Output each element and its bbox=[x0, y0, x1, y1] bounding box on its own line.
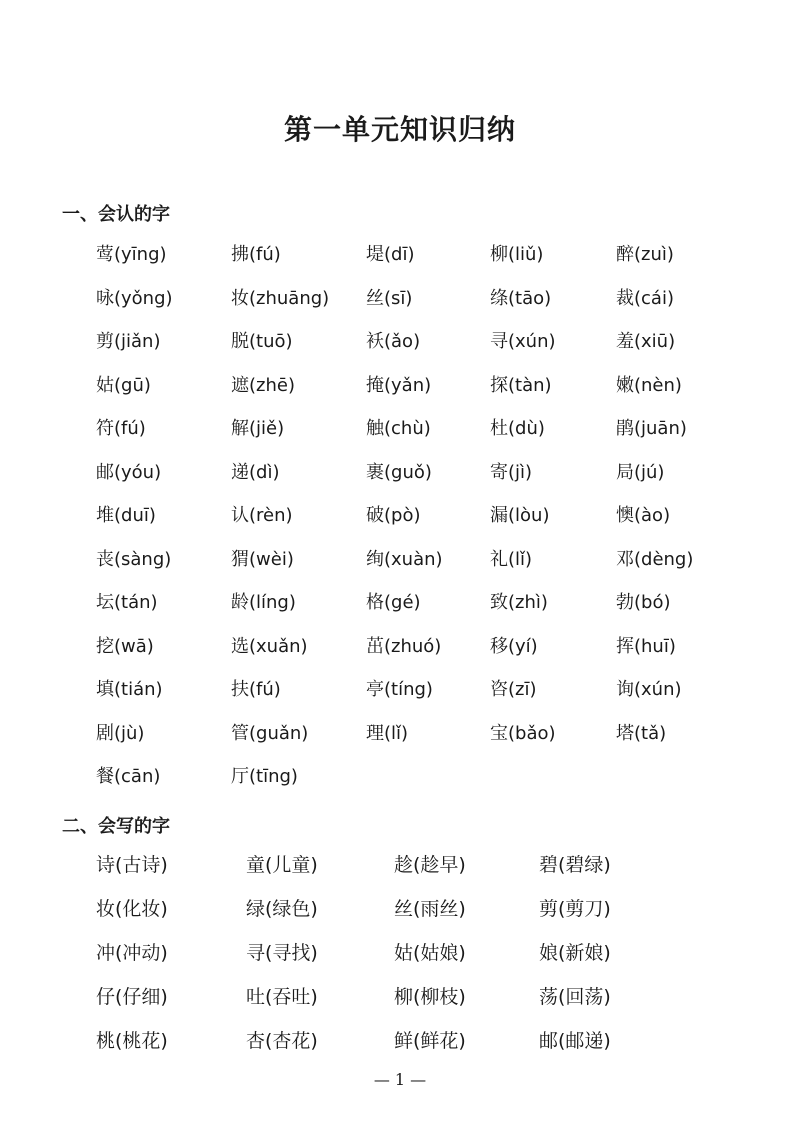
recognize-char-item: 遮(zhē) bbox=[231, 374, 295, 396]
write-char-item: 妆(化妆) bbox=[96, 898, 168, 920]
recognize-char-item: 格(gé) bbox=[366, 592, 421, 613]
recognize-char-item: 挖(wā) bbox=[96, 635, 154, 657]
recognize-char-item: 掩(yǎn) bbox=[366, 374, 432, 396]
recognize-char-item: 致(zhì) bbox=[490, 592, 548, 613]
recognize-char-item: 袄(ǎo) bbox=[366, 331, 421, 352]
recognize-char-item: 绦(tāo) bbox=[490, 287, 552, 309]
recognize-char-item: 剧(jù) bbox=[96, 722, 145, 744]
recognize-char-item: 挥(huī) bbox=[616, 635, 676, 657]
write-char-item: 鲜(鲜花) bbox=[394, 1030, 466, 1052]
recognize-char-item: 剪(jiǎn) bbox=[96, 331, 161, 352]
write-char-item: 冲(冲动) bbox=[96, 942, 168, 964]
write-char-item: 姑(姑娘) bbox=[394, 942, 466, 964]
recognize-char-item: 管(guǎn) bbox=[231, 722, 309, 744]
write-char-grid bbox=[96, 850, 679, 1070]
recognize-char-item: 亭(tíng) bbox=[366, 679, 433, 700]
recognize-char-item: 选(xuǎn) bbox=[231, 635, 308, 657]
recognize-char-item: 妆(zhuāng) bbox=[231, 287, 330, 309]
recognize-char-item: 寄(jì) bbox=[490, 461, 533, 483]
recognize-char-item: 递(dì) bbox=[231, 461, 280, 483]
recognize-char-item: 破(pò) bbox=[366, 505, 421, 526]
recognize-char-item: 移(yí) bbox=[490, 635, 538, 657]
page-number: — 1 — bbox=[373, 1070, 427, 1089]
recognize-char-item: 醉(zuì) bbox=[616, 244, 674, 265]
recognize-char-item: 邓(dèng) bbox=[616, 548, 694, 570]
recognize-char-item: 鹃(juān) bbox=[616, 418, 687, 439]
write-char-item: 绿(绿色) bbox=[246, 898, 318, 920]
recognize-char-item: 龄(líng) bbox=[231, 592, 296, 613]
recognize-char-item: 塔(tǎ) bbox=[616, 722, 667, 744]
recognize-char-item: 丧(sàng) bbox=[96, 548, 172, 570]
write-char-item: 杏(杏花) bbox=[246, 1030, 318, 1052]
recognize-char-item: 绚(xuàn) bbox=[366, 548, 443, 570]
recognize-char-item: 局(jú) bbox=[616, 461, 665, 483]
recognize-char-item: 厅(tīng) bbox=[231, 766, 298, 787]
write-char-item: 丝(雨丝) bbox=[394, 898, 466, 920]
recognize-char-item: 宝(bǎo) bbox=[490, 722, 556, 744]
recognize-char-item: 勃(bó) bbox=[616, 592, 671, 613]
recognize-char-item: 咏(yǒng) bbox=[96, 287, 173, 309]
recognize-char-item: 触(chù) bbox=[366, 418, 431, 439]
recognize-char-item: 丝(sī) bbox=[366, 287, 413, 309]
write-char-item: 娘(新娘) bbox=[539, 942, 611, 964]
recognize-char-grid bbox=[96, 240, 736, 806]
recognize-char-item: 礼(lǐ) bbox=[490, 548, 533, 570]
write-char-item: 吐(吞吐) bbox=[246, 986, 318, 1008]
write-char-item: 荡(回荡) bbox=[539, 986, 611, 1008]
write-char-item: 童(儿童) bbox=[246, 854, 318, 876]
section-heading-recognize: 一、会认的字 bbox=[62, 204, 170, 225]
recognize-char-item: 脱(tuō) bbox=[231, 331, 293, 352]
recognize-char-item: 咨(zī) bbox=[490, 679, 537, 700]
write-char-item: 桃(桃花) bbox=[96, 1030, 168, 1052]
recognize-char-item: 理(lǐ) bbox=[366, 722, 409, 744]
recognize-char-item: 裹(guǒ) bbox=[366, 461, 432, 483]
recognize-char-item: 堆(duī) bbox=[96, 505, 156, 526]
recognize-char-item: 堤(dī) bbox=[366, 244, 415, 265]
recognize-char-item: 拂(fú) bbox=[231, 244, 281, 265]
recognize-char-item: 嫩(nèn) bbox=[616, 374, 682, 396]
write-char-item: 诗(古诗) bbox=[96, 854, 168, 876]
write-char-item: 趁(趁早) bbox=[394, 854, 466, 876]
write-char-item: 碧(碧绿) bbox=[539, 854, 611, 876]
recognize-char-item: 邮(yóu) bbox=[96, 461, 162, 483]
recognize-char-item: 填(tián) bbox=[96, 679, 163, 700]
recognize-char-item: 寻(xún) bbox=[490, 331, 556, 352]
write-char-item: 寻(寻找) bbox=[246, 942, 318, 964]
write-char-item: 剪(剪刀) bbox=[539, 898, 611, 920]
recognize-char-item: 坛(tán) bbox=[96, 592, 158, 613]
section-heading-write: 二、会写的字 bbox=[62, 816, 170, 837]
recognize-char-item: 扶(fú) bbox=[231, 679, 281, 700]
write-char-item: 柳(柳枝) bbox=[394, 986, 466, 1008]
recognize-char-item: 解(jiě) bbox=[231, 418, 285, 439]
recognize-char-item: 询(xún) bbox=[616, 679, 682, 700]
recognize-char-item: 姑(gū) bbox=[96, 374, 151, 396]
recognize-char-item: 认(rèn) bbox=[231, 505, 293, 526]
recognize-char-item: 懊(ào) bbox=[616, 505, 671, 526]
recognize-char-item: 探(tàn) bbox=[490, 374, 552, 396]
recognize-char-item: 餐(cān) bbox=[96, 766, 161, 787]
recognize-char-item: 漏(lòu) bbox=[490, 505, 550, 526]
recognize-char-item: 猬(wèi) bbox=[231, 548, 294, 570]
recognize-char-item: 羞(xiū) bbox=[616, 331, 676, 352]
recognize-char-item: 符(fú) bbox=[96, 418, 146, 439]
recognize-char-item: 茁(zhuó) bbox=[366, 635, 442, 657]
recognize-char-item: 柳(liǔ) bbox=[490, 244, 544, 265]
page-title: 第一单元知识归纳 bbox=[283, 113, 516, 146]
recognize-char-item: 莺(yīng) bbox=[96, 244, 167, 265]
write-char-item: 邮(邮递) bbox=[539, 1030, 611, 1052]
recognize-char-item: 裁(cái) bbox=[616, 287, 674, 309]
write-char-item: 仔(仔细) bbox=[96, 986, 168, 1008]
recognize-char-item: 杜(dù) bbox=[490, 418, 545, 439]
